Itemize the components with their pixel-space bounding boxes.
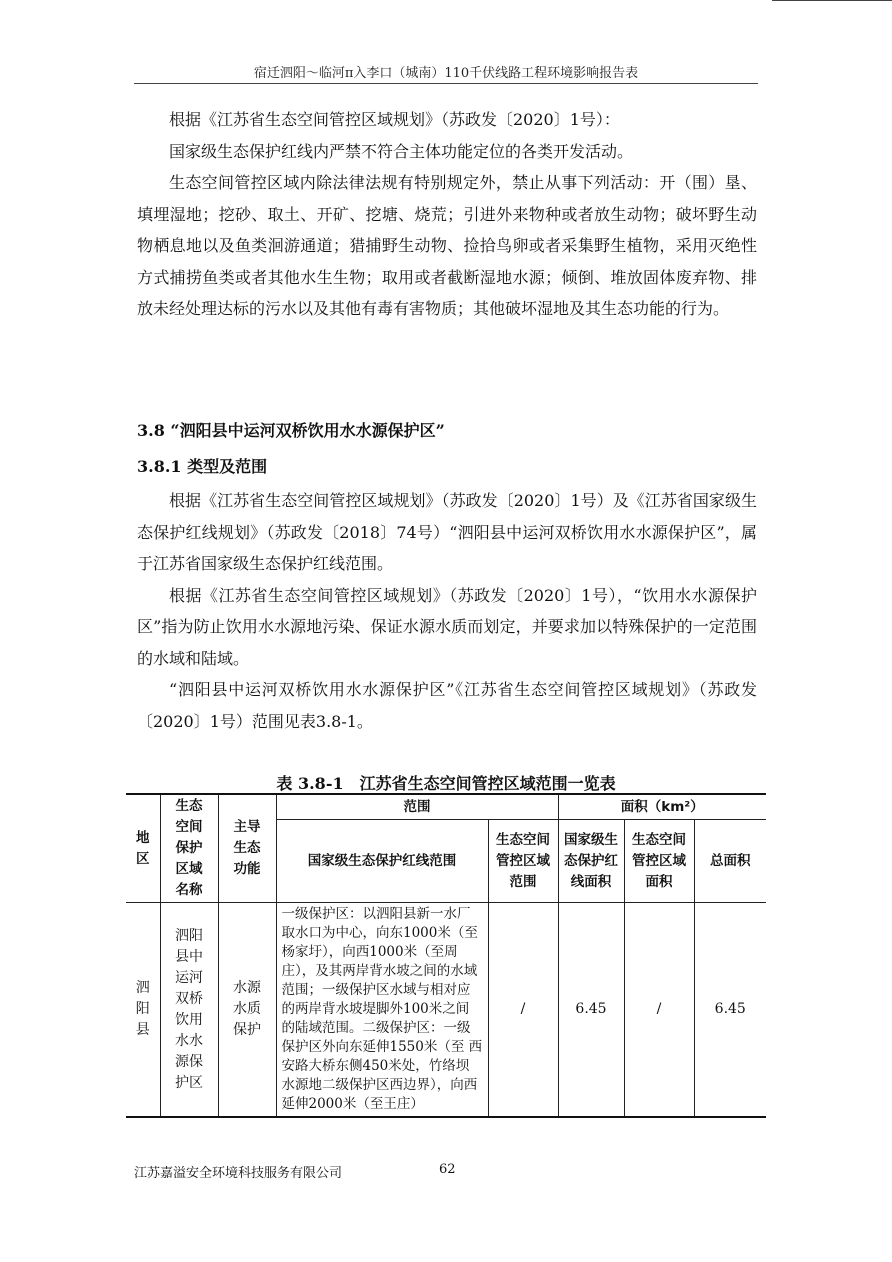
table-caption: 表 3.8-1 江苏省生态空间管控区域范围一览表 xyxy=(276,774,616,793)
paragraph-6: “泗阳县中运河双桥饮用水水源保护区”《江苏省生态空间管控区域规划》（苏政发〔2020〕1号）范围见表3.8-1。 xyxy=(137,680,757,731)
paragraph-1: 根据《江苏省生态空间管控区域规划》（苏政发〔2020〕1号）： xyxy=(169,110,620,129)
table-header-row-1 xyxy=(126,794,766,820)
header-rule xyxy=(134,83,758,84)
header-control-area: 生态空间管控区域面积 xyxy=(624,820,694,903)
header-national-scope: 国家级生态保护红线范围 xyxy=(276,820,488,903)
cell-national-area: 6.45 xyxy=(558,903,624,1118)
header-total-area: 总面积 xyxy=(694,820,766,903)
header-control-scope: 生态空间管控区域范围 xyxy=(488,820,558,903)
table-row xyxy=(126,903,766,1118)
paragraph-3: 生态空间管控区域内除法律法规有特别规定外，禁止从事下列活动：开（围）垦、填埋湿地；挖砂、取土、开矿、挖塘、烧荒；引进外来物种或者放生动物；破坏野生动物栖息地以及鱼类洄游通道；猎捕野生动物、捡拾鸟卵或者采集野生植物，采用灭绝性方式捕捞鱼类或者其他水生生物；取用或者截断湿地水源；倾倒、堆放固体废弃物、排放未经处理达标的污水以及其他有毒有害物质；其他破坏湿地及其生态功能的行为。 xyxy=(137,173,757,318)
cell-total-area: 6.45 xyxy=(694,903,766,1118)
cell-control-scope: / xyxy=(488,903,558,1118)
header-scope-group: 范围 xyxy=(276,794,558,820)
cell-function: 水源水质保护 xyxy=(218,903,276,1118)
header-function: 主导生态功能 xyxy=(218,794,276,903)
header-area-group: 面积（km²） xyxy=(558,794,766,820)
paragraph-5: 根据《江苏省生态空间管控区域规划》（苏政发〔2020〕1号），“饮用水水源保护区”指为防止饮用水水源地污染、保证水源水质而划定，并要求加以特殊保护的一定范围的水域和陆域。 xyxy=(137,585,757,668)
top-right-rule xyxy=(772,0,892,7)
subsection-heading: 3.8.1 类型及范围 xyxy=(137,457,268,476)
header-zone-name: 生态空间保护区域名称 xyxy=(160,794,218,903)
ecological-zone-table xyxy=(126,793,766,1118)
header-region: 地区 xyxy=(126,794,160,903)
section-heading: 3.8 “泗阳县中运河双桥饮用水水源保护区” xyxy=(137,421,445,440)
cell-control-area: / xyxy=(624,903,694,1118)
cell-national-scope: 一级保护区：以泗阳县新一水厂取水口为中心，向东1000米（至杨家圩），向西1000米（至周庄），及其两岸背水坡之间的水域范围；一级保护区水域与相对应的两岸背水坡堤脚外100米之间的陆域范围。二级保护区：一级保护区外向东延伸1550米（至 西安路大桥东侧450米处，竹络坝水源地二级保护区西边界），向西延伸2000米（至王庄） xyxy=(276,903,488,1118)
section-paragraphs xyxy=(137,485,757,737)
cell-zone-name: 泗阳县中运河双桥饮用水水源保护区 xyxy=(160,903,218,1118)
top-paragraphs xyxy=(137,104,757,325)
header-national-area: 国家级生态保护红线面积 xyxy=(558,820,624,903)
page-number: 62 xyxy=(439,1162,456,1177)
footer-company: 江苏嘉溢安全环境科技服务有限公司 xyxy=(134,1166,343,1181)
paragraph-4: 根据《江苏省生态空间管控区域规划》（苏政发〔2020〕1号）及《江苏省国家级生态保护红线规划》（苏政发〔2018〕74号）“泗阳县中运河双桥饮用水水源保护区”，属于江苏省国家级生态保护红线范围。 xyxy=(137,491,757,573)
page-header: 宿迁泗阳～临河π入李口（城南）110千伏线路工程环境影响报告表 xyxy=(253,66,639,81)
cell-region: 泗阳县 xyxy=(126,903,160,1118)
paragraph-2: 国家级生态保护红线内严禁不符合主体功能定位的各类开发活动。 xyxy=(169,141,634,161)
